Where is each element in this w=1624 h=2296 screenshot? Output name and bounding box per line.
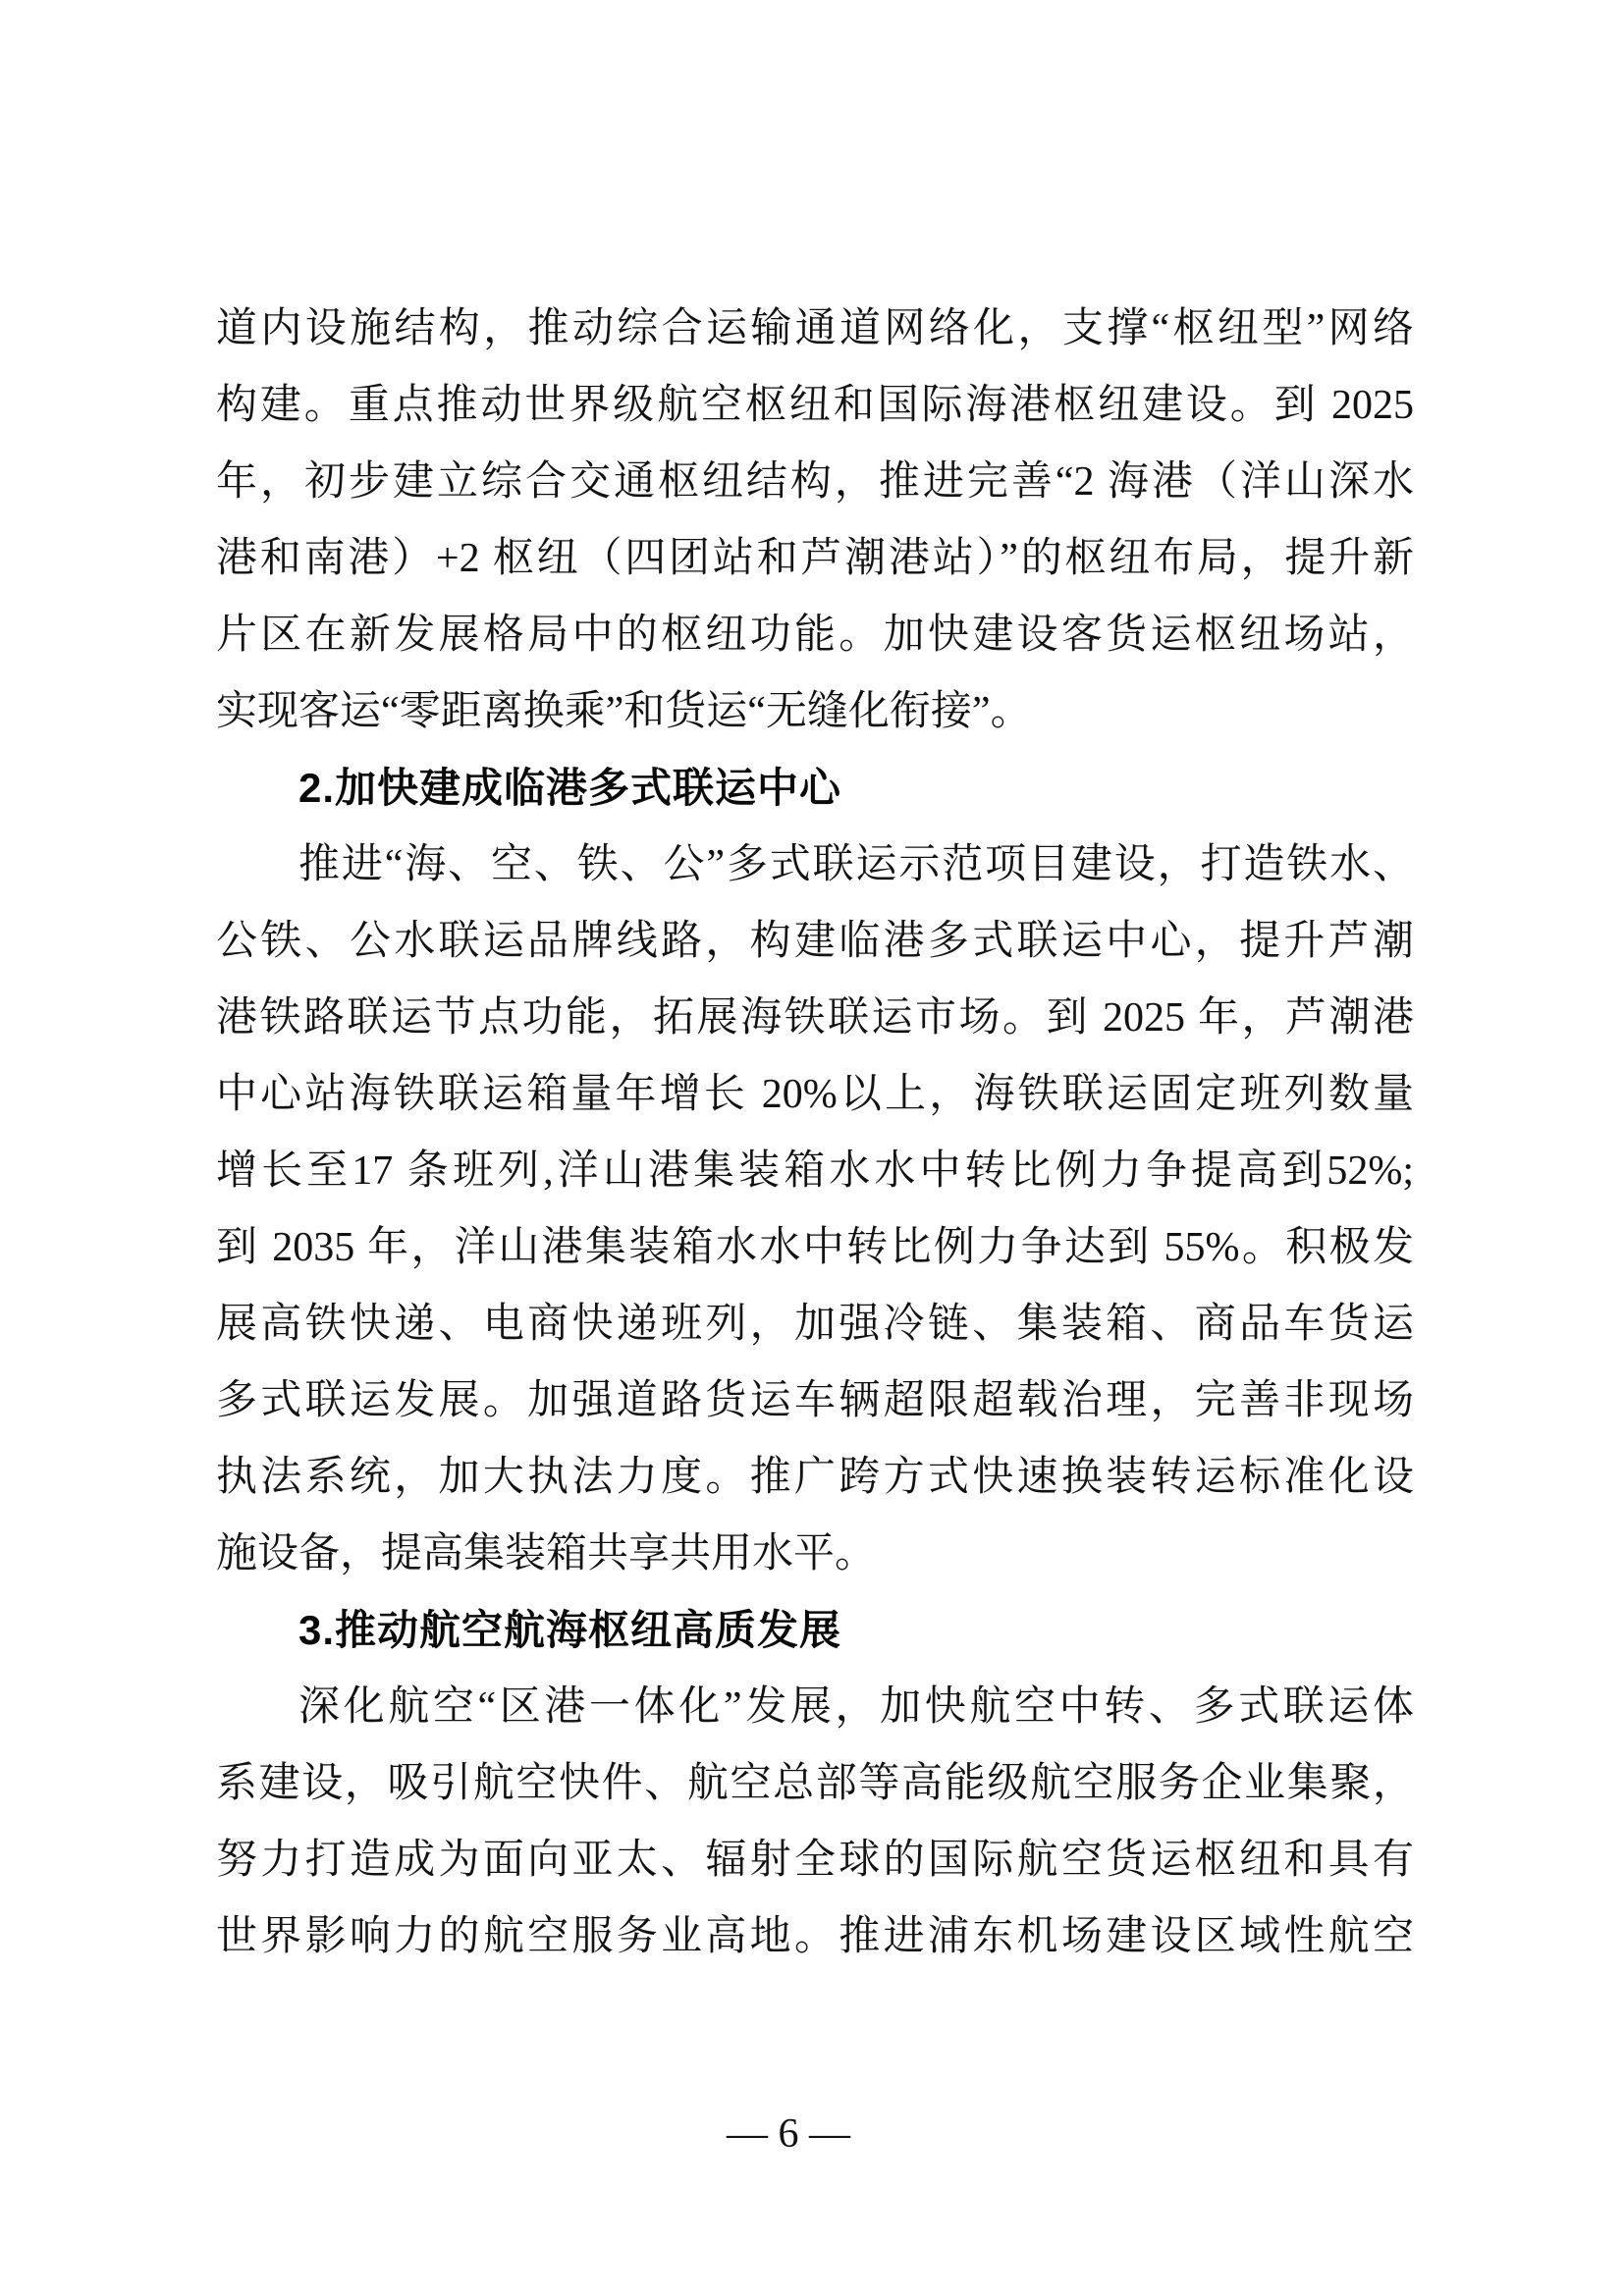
text-line: 道内设施结构，推动综合运输通道网络化，支撑“枢纽型”网络	[216, 306, 1414, 351]
text-line: 片区在新发展格局中的枢纽功能。加快建设客货运枢纽场站，	[216, 613, 1414, 658]
text-line: 增长至17 条班列,洋山港集装箱水水中转比例力争提高到52%;	[216, 1148, 1414, 1194]
text-line: 多式联运发展。加强道路货运车辆超限超载治理，完善非现场	[216, 1378, 1414, 1423]
text-line: 港铁路联运节点功能，拓展海铁联运市场。到 2025 年，芦潮港	[216, 995, 1414, 1041]
page-footer	[189, 2110, 1387, 2158]
text-line: 港和南港）+2 枢纽（四团站和芦潮港站）”的枢纽布局，提升新	[216, 536, 1414, 581]
text-line: 深化航空“区港一体化”发展，加快航空中转、多式联运体	[298, 1684, 1414, 1730]
text-line: 中心站海铁联运箱量年增长 20%以上，海铁联运固定班列数量	[216, 1072, 1414, 1117]
text-line: 展高铁快递、电商快递班列，加强冷链、集装箱、商品车货运	[216, 1302, 1414, 1347]
text-line: 推进“海、空、铁、公”多式联运示范项目建设，打造铁水、	[298, 842, 1414, 887]
text-line: 施设备，提高集装箱共享共用水平。	[216, 1531, 877, 1576]
text-line: 构建。重点推动世界级航空枢纽和国际海港枢纽建设。到 2025	[216, 383, 1414, 428]
text-line: 执法系统，加大执法力度。推广跨方式快速换装转运标准化设	[216, 1455, 1414, 1500]
page-number: — 6 —	[727, 2111, 850, 2157]
text-line: 实现客运“零距离换乘”和货运“无缝化衔接”。	[216, 689, 1032, 734]
text-line: 年，初步建立综合交通枢纽结构，推进完善“2 海港（洋山深水	[216, 459, 1414, 505]
section-heading: 2.加快建成临港多式联运中心	[298, 765, 842, 811]
text-line: 系建设，吸引航空快件、航空总部等高能级航空服务企业集聚，	[216, 1761, 1414, 1806]
text-line: 到 2035 年，洋山港集装箱水水中转比例力争达到 55%。积极发	[216, 1225, 1414, 1270]
section-heading: 3.推动航空航海枢纽高质发展	[298, 1607, 842, 1653]
text-line: 世界影响力的航空服务业高地。推进浦东机场建设区域性航空	[216, 1914, 1414, 1959]
text-line: 努力打造成为面向亚太、辐射全球的国际航空货运枢纽和具有	[216, 1838, 1414, 1883]
body-text-block	[216, 291, 1414, 1975]
text-line: 公铁、公水联运品牌线路，构建临港多式联运中心，提升芦潮	[216, 919, 1414, 964]
